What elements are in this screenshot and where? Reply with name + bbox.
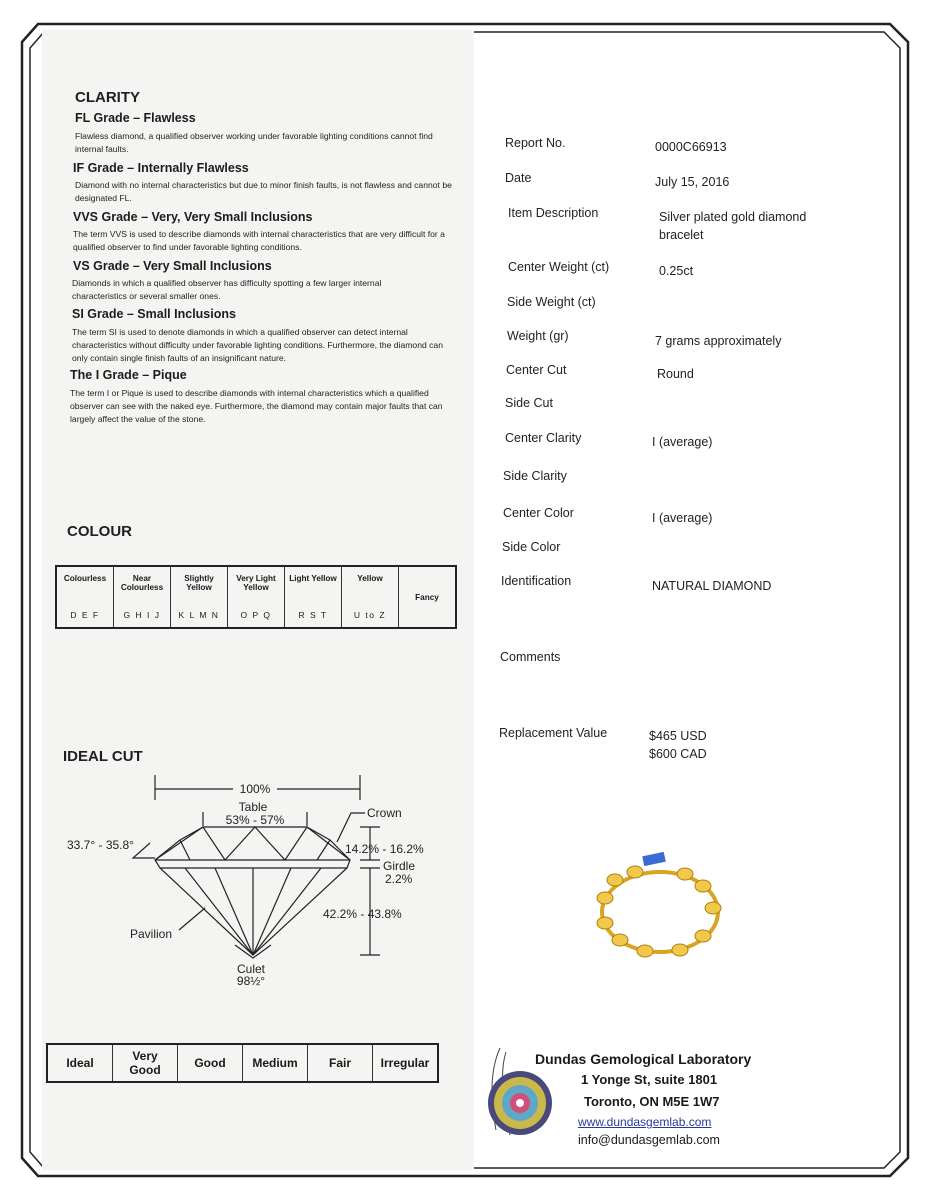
lab-address-line1: 1 Yonge St, suite 1801 — [581, 1072, 718, 1087]
colour-scale-table — [55, 565, 457, 629]
ideal-cut-title: IDEAL CUT — [63, 748, 143, 765]
colour-cell-near-colourless — [114, 566, 171, 628]
cut-grade-irregular: Irregular — [373, 1044, 439, 1082]
width-pct-label: 100% — [239, 782, 271, 796]
date-value: July 15, 2016 — [655, 175, 730, 189]
replacement-value-cad: $600 CAD — [649, 747, 707, 761]
culet-value: 98½° — [236, 974, 266, 988]
crown-height-label: 14.2% - 16.2% — [345, 842, 424, 856]
crown-angle-label: 33.7° - 35.8° — [67, 838, 134, 852]
colour-title: COLOUR — [67, 523, 132, 540]
colour-cell-light-yellow — [285, 566, 342, 628]
center-weight-value: 0.25ct — [659, 264, 694, 278]
colour-letters: D E F — [70, 610, 100, 620]
center-color-value: I (average) — [652, 511, 713, 525]
side-clarity-label: Side Clarity — [503, 469, 567, 483]
pavilion-depth-label: 42.2% - 43.8% — [323, 907, 402, 921]
colour-label: Light Yellow — [289, 574, 337, 583]
center-clarity-value: I (average) — [652, 435, 713, 449]
report-no-value: 0000C66913 — [655, 140, 727, 154]
item-description-label: Item Description — [508, 206, 599, 220]
lab-name: Dundas Gemological Laboratory — [535, 1051, 752, 1067]
center-clarity-label: Center Clarity — [505, 431, 582, 445]
grade-if-desc: Diamond with no internal characteristics but due to minor finish faults, is not flawless and cannot be designated FL. — [75, 180, 452, 203]
colour-label: Very Light Yellow — [236, 574, 276, 592]
identification-label: Identification — [501, 574, 572, 588]
colour-letters: U to Z — [353, 610, 387, 620]
center-color-label: Center Color — [503, 506, 574, 520]
colour-cell-very-light-yellow — [228, 566, 285, 628]
grade-pique-desc: The term I or Pique is used to describe diamonds with internal characteristics which a qualified observer can see with the naked eye. Furthermore, the diamond may contain major faults that can largely affect the value of the stone. — [70, 388, 443, 424]
side-weight-label: Side Weight (ct) — [507, 295, 596, 309]
girdle-value: 2.2% — [385, 872, 413, 886]
replacement-value-usd: $465 USD — [649, 729, 707, 743]
grade-fl-desc: Flawless diamond, a qualified observer working under favorable lighting conditions cannot find internal faults. — [75, 131, 433, 154]
colour-label: Near Colourless — [120, 574, 164, 592]
girdle-label: Girdle — [383, 859, 416, 873]
grade-vs-desc: Diamonds in which a qualified observer has difficulty spotting a few larger internal characteristics or several smaller ones. — [72, 278, 382, 301]
cut-grade-medium: Medium — [243, 1044, 308, 1082]
identification-value: NATURAL DIAMOND — [652, 579, 772, 593]
cut-grade-very-good: Very Good — [113, 1044, 178, 1082]
colour-cell-slightly-yellow — [171, 566, 228, 628]
cut-grade-fair: Fair — [308, 1044, 373, 1082]
cut-grade-table — [46, 1043, 439, 1083]
report-no-label: Report No. — [505, 136, 566, 150]
grade-fl-title: FL Grade – Flawless — [75, 111, 196, 125]
colour-cell-fancy — [399, 566, 457, 628]
grade-vvs-title: VVS Grade – Very, Very Small Inclusions — [73, 210, 313, 224]
diamond-shape — [155, 827, 350, 955]
weight-label: Weight (gr) — [507, 329, 569, 343]
side-color-label: Side Color — [502, 540, 561, 554]
weight-value: 7 grams approximately — [655, 334, 782, 348]
grade-vvs-desc: The term VVS is used to describe diamonds with internal characteristics that are very difficult for a qualified observer to find under favorable lighting conditions. — [73, 229, 445, 252]
diamond-cut-diagram — [55, 770, 465, 990]
center-cut-label: Center Cut — [506, 363, 567, 377]
colour-letters: O P Q — [240, 610, 272, 620]
table-range-label: 53% - 57% — [225, 813, 285, 827]
colour-cell-yellow — [342, 566, 399, 628]
crown-label: Crown — [367, 806, 402, 820]
culet-label: Culet — [236, 962, 266, 976]
replacement-value-label: Replacement Value — [499, 726, 608, 740]
report-details — [499, 130, 905, 770]
grade-vs-title: VS Grade – Very Small Inclusions — [73, 259, 272, 273]
colour-label: Yellow — [357, 574, 383, 583]
bracelet-image — [585, 848, 735, 968]
clarity-title: CLARITY — [75, 89, 140, 106]
lab-email[interactable]: info@dundasgemlab.com — [578, 1133, 720, 1147]
colour-label: Slightly Yellow — [184, 574, 214, 592]
colour-letters: K L M N — [178, 610, 220, 620]
pavilion-label: Pavilion — [130, 927, 173, 941]
colour-letters: R S T — [298, 610, 328, 620]
colour-cell-colourless — [56, 566, 114, 628]
colour-label: Fancy — [415, 592, 439, 602]
grade-si-title: SI Grade – Small Inclusions — [72, 307, 236, 321]
date-label: Date — [505, 171, 532, 185]
side-cut-label: Side Cut — [505, 396, 553, 410]
item-description-value: Silver plated gold diamond bracelet — [659, 210, 807, 242]
grade-pique-title: The I Grade – Pique — [70, 368, 187, 382]
lab-address-line2: Toronto, ON M5E 1W7 — [584, 1094, 720, 1109]
center-weight-label: Center Weight (ct) — [508, 260, 610, 274]
comments-label: Comments — [500, 650, 561, 664]
cut-grade-ideal: Ideal — [47, 1044, 113, 1082]
colour-label: Colourless — [63, 574, 107, 583]
table-label: Table — [238, 800, 268, 814]
cut-grade-good: Good — [178, 1044, 243, 1082]
center-cut-value: Round — [657, 367, 694, 381]
grade-if-title: IF Grade – Internally Flawless — [73, 161, 249, 175]
grade-si-desc: The term SI is used to denote diamonds in which a qualified observer can detect internal characteristics without difficulty under favorable lighting conditions. Furthermore, the diamond can only contain single finish faults of an insignificant nature. — [72, 327, 443, 363]
lab-website-link[interactable]: www.dundasgemlab.com — [578, 1115, 712, 1129]
colour-letters: G H I J — [123, 610, 161, 620]
width-dimension — [155, 775, 360, 800]
